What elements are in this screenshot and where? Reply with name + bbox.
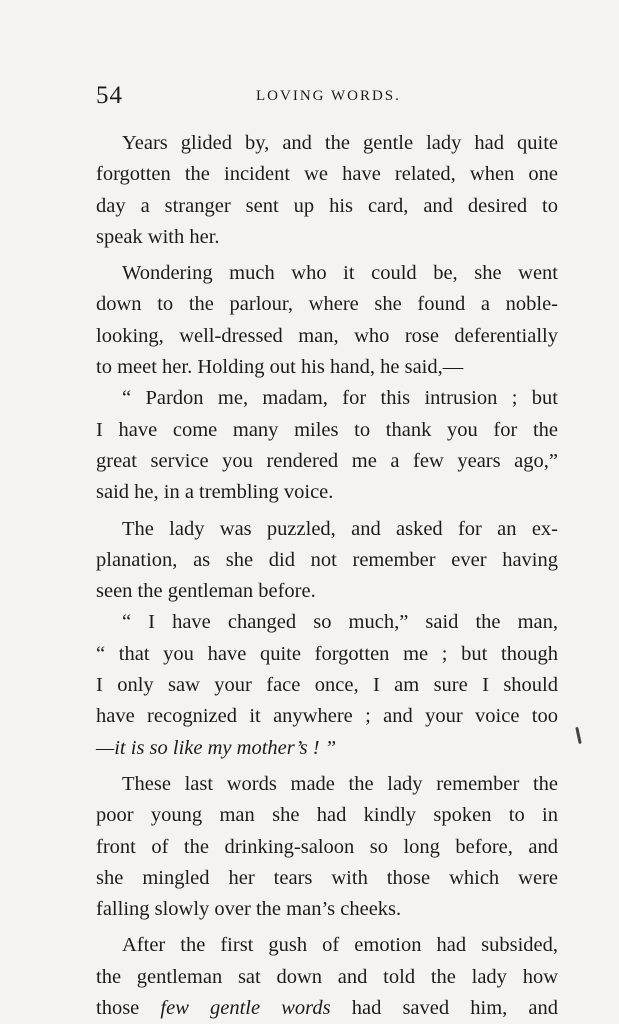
text-line: After the first gush of emotion had subsided, <box>122 934 558 957</box>
text-line: Years glided by, and the gentle lady had quite <box>122 132 558 154</box>
text-line: I only saw your face once, I am sure I should <box>96 674 558 697</box>
text-line: The lady was puzzled, and asked for an ex- <box>122 517 558 540</box>
text-line: great service you rendered me a few years ago,” <box>96 449 558 472</box>
text-line: to meet her. Holding out his hand, he said,— <box>96 356 464 379</box>
text-segment: those <box>96 997 161 1020</box>
text-line: forgotten the incident we have related, when one <box>96 163 558 186</box>
text-line: the gentleman sat down and told the lady how <box>96 965 558 988</box>
text-segment: had saved him, and <box>330 997 558 1020</box>
text-line: “ Pardon me, madam, for this intrusion ; but <box>122 387 558 410</box>
page-number: 54 <box>96 82 123 109</box>
text-line <box>96 993 558 1024</box>
margin-blemish <box>575 727 581 744</box>
text-line: seen the gentleman before. <box>96 580 316 603</box>
text-line: “ I have changed so much,” said the man, <box>122 611 558 634</box>
text-line: day a stranger sent up his card, and desired to <box>96 194 558 217</box>
italic-phrase: few gentle words <box>160 997 331 1020</box>
text-line: she mingled her tears with those which were <box>96 866 558 889</box>
text-line: have recognized it anywhere ; and your voice too <box>96 705 558 728</box>
text-line: “ that you have quite forgotten me ; but though <box>96 642 558 665</box>
text-line: planation, as she did not remember ever having <box>96 548 558 571</box>
running-title: LOVING WORDS. <box>256 88 401 104</box>
text-line: said he, in a trembling voice. <box>96 481 334 504</box>
text-line: falling slowly over the man’s cheeks. <box>96 898 402 921</box>
body-text <box>96 128 558 1024</box>
text-line: looking, well-dressed man, who rose deferentially <box>96 324 558 347</box>
text-line: These last words made the lady remember the <box>122 772 558 795</box>
text-line: front of the drinking-saloon so long before, and <box>96 835 558 858</box>
page-header <box>96 82 558 112</box>
text-line: Wondering much who it could be, she went <box>122 262 558 285</box>
text-line: poor young man she had kindly spoken to in <box>96 804 558 827</box>
text-line: down to the parlour, where she found a noble- <box>96 293 558 316</box>
text-line: —it is so like my mother’s ! ” <box>96 736 337 759</box>
text-line: I have come many miles to thank you for the <box>96 418 558 441</box>
text-line: speak with her. <box>96 225 220 248</box>
